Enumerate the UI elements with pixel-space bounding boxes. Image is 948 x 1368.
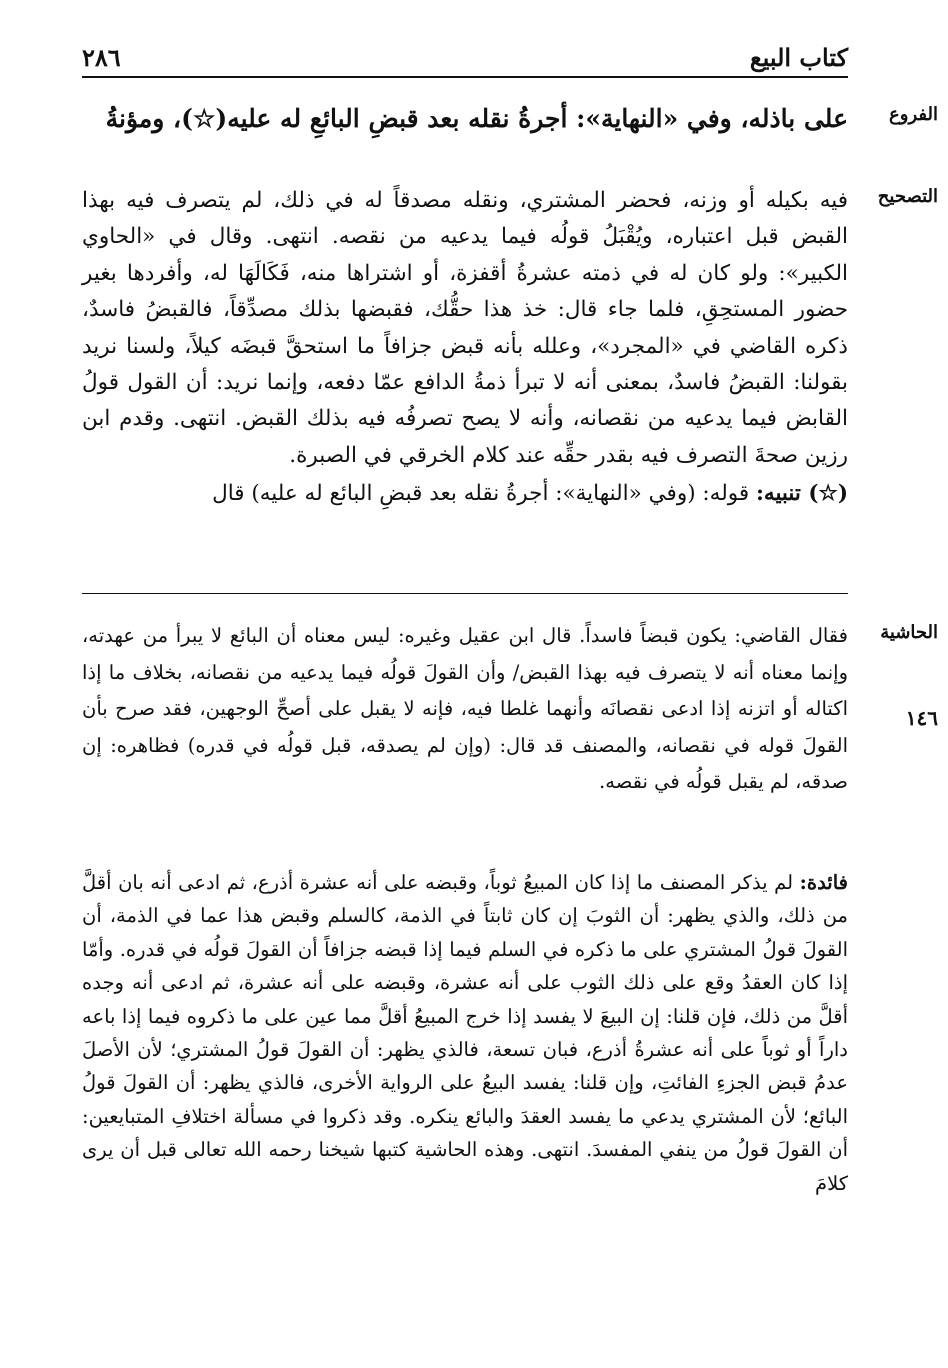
hashiya-paragraph: فقال القاضي: يكون قبضاً فاسداً. قال ابن عقيل وغيره: ليس معناه أن البائع لا يبرأ من عهدته، وإنما معناه أنه لا يتصرف فيه بهذا القبض/ وأن القولَ قولُه فيما يدعيه من نقصانه، بخلاف ما إذا اكتاله أو اتزنه إذا ادعى نقصانَه وأنهما غلطا فيه، فإنه لا يقبل على أصحِّ الوجهين، فقد صرح بأن القولَ قوله في نقصانه، والمصنف قد قال: (وإن لم يصدقه، قبل قولُه في قدره) فظاهره: إن صدقه، لم يقبل قولُه في نقصه. [82, 624, 848, 794]
tashih-section [82, 183, 848, 513]
fa-ida-section [82, 866, 848, 1200]
page-header [82, 30, 848, 78]
running-title: كتاب البيع [749, 43, 848, 72]
tanbih-label: (☆) تنبيه: [755, 481, 848, 507]
tashih-paragraph: فيه بكيله أو وزنه، فحضر المشتري، ونقله مصدقاً له في ذلك، لم يتصرف فيه بهذا القبض قبل اعتباره، ويُقْبَلُ قولُه فيما يدعيه من نقصه. انتهى. وقال في «الحاوي الكبير»: ولو كان له في ذمته عشرةُ أقفزة، أو اشتراها منه، فَكَالَهَا له، وأفردها بغير حضور المستحِقِ، فلما جاء قال: خذ هذا حقُّك، فقبضها بذلك مصدِّقاً، فالقبضُ فاسدٌ، ذكره القاضي في «المجرد»، وعلله بأنه قبض جزافاً ما استحقَّ قبضَه كيلاً، ولسنا نريد بقولنا: القبضُ فاسدٌ، بمعنى أنه لا تبرأ ذمةُ الدافع عمّا دفعه، وإنما نريد: أن القول قولُ القابض فيما يدعيه من نقصانه، وأنه لا يصح تصرفُه فيه بذلك القبض. انتهى. وقدم ابن رزين صحةَ التصرف فيه بقدر حقِّه عند كلام الخرقي في الصبرة. [82, 188, 848, 468]
footnote-divider [82, 593, 848, 594]
tashih-margin-label: التصحيح [877, 186, 938, 207]
fa-ida-label: فائدة: [799, 871, 848, 894]
furu-margin-label: الفروع [889, 104, 938, 125]
tanbih-note [82, 476, 848, 512]
fa-ida-paragraph [82, 866, 848, 1200]
fa-ida-text: لم يذكر المصنف ما إذا كان المبيعُ ثوباً، وقبضه على أنه عشرة أذرع، ثم ادعى أنه بان أقلَّ من ذلك، والذي يظهر: أن الثوبَ إن كان ثابتاً في الذمة، كالسلم وقبض هذا عما في الذمة، أن القولَ قولُ المشتري على ما ذكره في السلم فيما إذا قبضه جزافاً أن القولَ قولُه في قدره. وأمّا إذا كان العقدُ وقع على ذلك الثوب على أنه عشرة، وقبضه على أنه عشرة، ثم ادعى أنه وجده أقلَّ من ذلك، فإن قلنا: إن البيعَ لا يفسد إذا خرج المبيعُ أقلَّ مما عين على ما ذكروه فيما إذا باعه داراً أو ثوباً على أنه عشرةُ أذرع، فبان تسعة، فالذي يظهر: أن القولَ قولُ المشتري؛ لأن الأصلَ عدمُ قبض الجزءِ الفائتِ، وإن قلنا: يفسد البيعُ على الرواية الأخرى، فالذي يظهر: أن القولَ قولُ البائع؛ لأن المشتري يدعي ما يفسد العقدَ والبائع ينكره. وقد ذكروا في مسألة اختلافِ المتبايعين: أن القولَ قولُ من ينفي المفسدَ. انتهى. وهذه الحاشية كتبها شيخنا رحمه الله تعالى قبل أن يرى كلامَ [82, 871, 848, 1195]
tanbih-text: قوله: (وفي «النهاية»: أجرةُ نقله بعد قبضِ البائع له عليه) قال [212, 481, 750, 507]
hashiya-margin-label: الحاشية [880, 622, 938, 643]
hashiya-section [82, 618, 848, 801]
furu-text: على باذله، وفي «النهاية»: أجرةُ نقله بعد قبضِ البائعِ له عليه(☆)، ومؤنةُ [105, 104, 848, 133]
page-number: ٢٨٦ [82, 43, 121, 72]
hashiya-margin-number: ١٤٦ [905, 706, 938, 730]
